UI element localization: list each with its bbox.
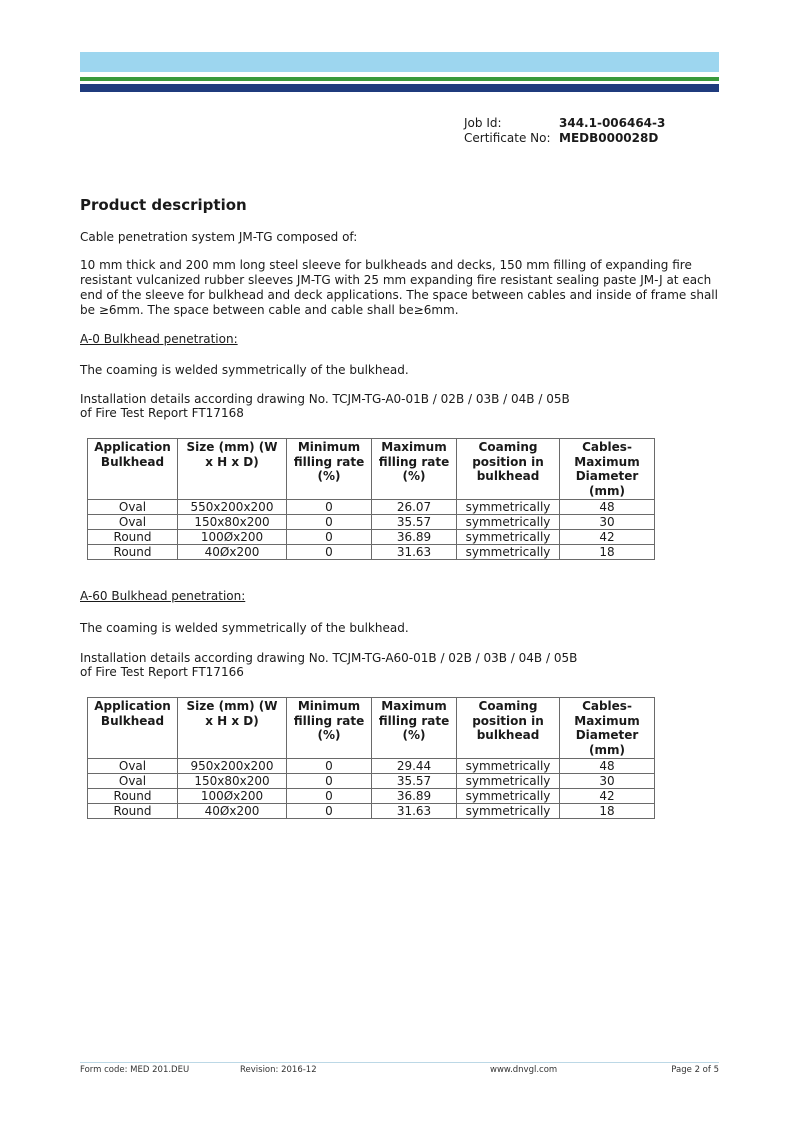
cell-diameter: 48 <box>560 759 655 774</box>
cell-max-filling: 36.89 <box>372 789 457 804</box>
table-row <box>88 515 655 530</box>
a0-section-title: A-0 Bulkhead penetration: <box>80 332 238 346</box>
header-band-light <box>80 52 719 72</box>
cell-min-filling: 0 <box>287 530 372 545</box>
a60-coaming-text: The coaming is welded symmetrically of the bulkhead. <box>80 621 409 635</box>
cell-min-filling: 0 <box>287 759 372 774</box>
table-row <box>88 545 655 560</box>
cell-application: Oval <box>88 759 178 774</box>
cell-min-filling: 0 <box>287 515 372 530</box>
a60-install-line-1: Installation details according drawing No. TCJM-TG-A60-01B / 02B / 03B / 04B / 05B <box>80 651 578 665</box>
header-size: Size (mm) (W x H x D) <box>178 439 287 500</box>
cell-max-filling: 29.44 <box>372 759 457 774</box>
a0-install-line-2: of Fire Test Report FT17168 <box>80 406 244 420</box>
table-row <box>88 530 655 545</box>
cell-size: 40Øx200 <box>178 804 287 819</box>
certificate-label: Certificate No: <box>464 131 551 145</box>
cell-application: Oval <box>88 515 178 530</box>
header-size: Size (mm) (W x H x D) <box>178 698 287 759</box>
cell-min-filling: 0 <box>287 545 372 560</box>
cell-application: Round <box>88 545 178 560</box>
header-band-green <box>80 77 719 81</box>
cell-coaming: symmetrically <box>457 500 560 515</box>
header-cables-diameter: Cables- Maximum Diameter (mm) <box>560 698 655 759</box>
cell-application: Round <box>88 804 178 819</box>
cell-application: Round <box>88 789 178 804</box>
cell-diameter: 48 <box>560 500 655 515</box>
a60-install-line-2: of Fire Test Report FT17166 <box>80 665 244 679</box>
cell-max-filling: 35.57 <box>372 774 457 789</box>
cell-min-filling: 0 <box>287 789 372 804</box>
description-text: 10 mm thick and 200 mm long steel sleeve for bulkheads and decks, 150 mm filling of expanding fire resistant vulcanized rubber sleeves JM-TG with 25 mm expanding fire resistant sealing paste JM-J at each end of the sleeve for bulkhead and deck applications. The space between cables and inside of frame shall be ≥6mm. The space between cable and cable shall be≥6mm. <box>80 258 718 317</box>
table-row <box>88 759 655 774</box>
cell-max-filling: 26.07 <box>372 500 457 515</box>
cell-size: 150x80x200 <box>178 774 287 789</box>
a0-table <box>87 438 655 560</box>
a60-section-title: A-60 Bulkhead penetration: <box>80 589 246 603</box>
cell-size: 100Øx200 <box>178 530 287 545</box>
cell-coaming: symmetrically <box>457 759 560 774</box>
cell-diameter: 18 <box>560 545 655 560</box>
cell-size: 100Øx200 <box>178 789 287 804</box>
a0-table-header-row <box>88 439 655 500</box>
footer-revision: Revision: 2016-12 <box>240 1065 317 1075</box>
header-min-filling: Minimum filling rate (%) <box>287 698 372 759</box>
certificate-value: MEDB000028D <box>559 131 659 145</box>
cell-coaming: symmetrically <box>457 804 560 819</box>
header-cables-diameter: Cables- Maximum Diameter (mm) <box>560 439 655 500</box>
table-row <box>88 774 655 789</box>
cell-max-filling: 36.89 <box>372 530 457 545</box>
header-coaming: Coaming position in bulkhead <box>457 698 560 759</box>
cell-min-filling: 0 <box>287 500 372 515</box>
a0-install-line-1: Installation details according drawing No. TCJM-TG-A0-01B / 02B / 03B / 04B / 05B <box>80 392 570 406</box>
cell-max-filling: 31.63 <box>372 804 457 819</box>
cell-size: 550x200x200 <box>178 500 287 515</box>
intro-text: Cable penetration system JM-TG composed of: <box>80 230 358 244</box>
cell-coaming: symmetrically <box>457 774 560 789</box>
cell-coaming: symmetrically <box>457 515 560 530</box>
footer-divider <box>80 1062 719 1063</box>
cell-coaming: symmetrically <box>457 545 560 560</box>
header-band-navy <box>80 84 719 92</box>
table-row <box>88 804 655 819</box>
footer-page-number: Page 2 of 5 <box>671 1065 719 1075</box>
cell-diameter: 30 <box>560 515 655 530</box>
cell-diameter: 18 <box>560 804 655 819</box>
header-coaming: Coaming position in bulkhead <box>457 439 560 500</box>
table-row <box>88 789 655 804</box>
cell-max-filling: 31.63 <box>372 545 457 560</box>
a0-coaming-text: The coaming is welded symmetrically of the bulkhead. <box>80 363 409 377</box>
cell-diameter: 30 <box>560 774 655 789</box>
cell-diameter: 42 <box>560 530 655 545</box>
cell-coaming: symmetrically <box>457 530 560 545</box>
cell-application: Round <box>88 530 178 545</box>
cell-diameter: 42 <box>560 789 655 804</box>
job-id-label: Job Id: <box>464 116 502 130</box>
footer-form-code: Form code: MED 201.DEU <box>80 1065 190 1075</box>
cell-min-filling: 0 <box>287 804 372 819</box>
a60-table <box>87 697 655 819</box>
footer-website-link[interactable]: www.dnvgl.com <box>490 1065 558 1075</box>
cell-size: 150x80x200 <box>178 515 287 530</box>
section-heading: Product description <box>80 196 247 214</box>
job-id-value: 344.1-006464-3 <box>559 116 666 130</box>
cell-max-filling: 35.57 <box>372 515 457 530</box>
header-min-filling: Minimum filling rate (%) <box>287 439 372 500</box>
table-row <box>88 500 655 515</box>
cell-coaming: symmetrically <box>457 789 560 804</box>
header-application: Application Bulkhead <box>88 439 178 500</box>
cell-min-filling: 0 <box>287 774 372 789</box>
header-max-filling: Maximum filling rate (%) <box>372 439 457 500</box>
cell-size: 40Øx200 <box>178 545 287 560</box>
a60-table-header-row <box>88 698 655 759</box>
header-max-filling: Maximum filling rate (%) <box>372 698 457 759</box>
cell-application: Oval <box>88 500 178 515</box>
cell-size: 950x200x200 <box>178 759 287 774</box>
header-application: Application Bulkhead <box>88 698 178 759</box>
job-info <box>464 116 665 146</box>
cell-application: Oval <box>88 774 178 789</box>
